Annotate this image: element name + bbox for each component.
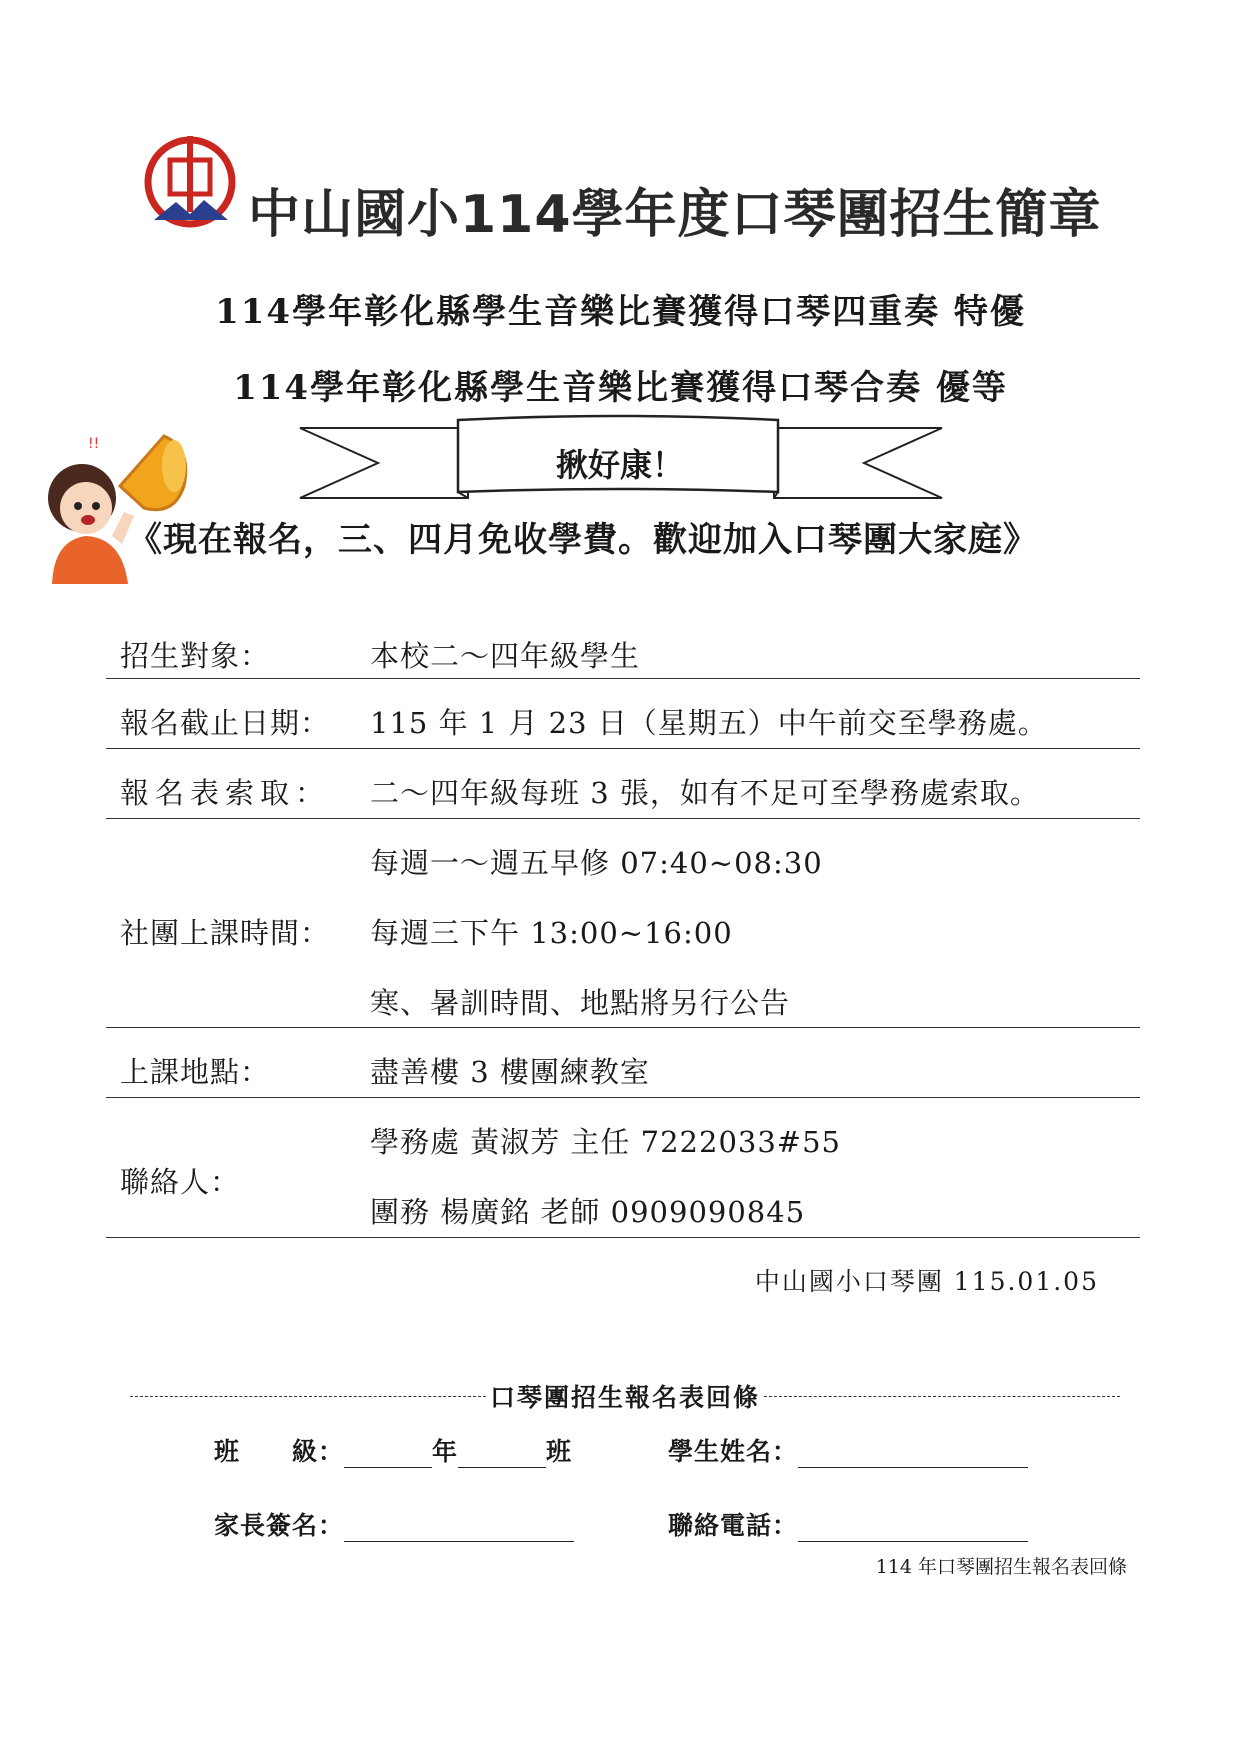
target-label: 招生對象： <box>120 639 271 673</box>
form-label: 報名表索取： <box>120 776 331 810</box>
award-line-2: 114學年彰化縣學生音樂比賽獲得口琴合奏 優等 <box>233 368 1008 408</box>
dashed-line <box>764 1396 1120 1397</box>
location-label: 上課地點： <box>120 1055 271 1089</box>
info-row-location <box>106 1028 1140 1098</box>
schedule-label: 社團上課時間： <box>120 916 331 950</box>
class-field <box>214 1432 572 1468</box>
schedule-line-3: 寒、暑訓時間、地點將另行公告 <box>370 986 791 1020</box>
dashed-line <box>130 1396 486 1397</box>
location-value: 盡善樓 3 樓團練教室 <box>370 1055 650 1089</box>
parent-sign-label: 家長簽名： <box>214 1511 345 1540</box>
deadline-label: 報名截止日期： <box>120 706 331 740</box>
phone-label: 聯絡電話： <box>668 1511 799 1540</box>
reply-slip-title: 口琴團招生報名表回條 <box>490 1383 761 1412</box>
class-input-blank[interactable] <box>458 1439 546 1468</box>
phone-blank[interactable] <box>798 1513 1028 1542</box>
reply-slip-footer: 114 年口琴團招生報名表回條 <box>875 1556 1127 1578</box>
parent-sign-field <box>214 1506 574 1542</box>
deadline-value: 115 年 1 月 23 日（星期五）中午前交至學務處。 <box>370 706 1048 740</box>
class-label: 班 級： <box>214 1437 345 1466</box>
contact-label: 聯絡人： <box>120 1165 241 1199</box>
contact-line-2: 團務 楊廣銘 老師 0909090845 <box>370 1195 806 1229</box>
cut-line <box>130 1378 1120 1414</box>
schedule-line-2: 每週三下午 13:00~16:00 <box>370 916 733 950</box>
student-name-field <box>668 1432 1028 1468</box>
schedule-line-1: 每週一～週五早修 07:40~08:30 <box>370 846 823 880</box>
grade-input-blank[interactable] <box>344 1439 432 1468</box>
phone-field <box>668 1506 1028 1542</box>
info-row-target <box>106 620 1140 679</box>
info-row-deadline <box>106 679 1140 749</box>
grade-unit: 年 <box>432 1437 459 1466</box>
svg-text:!!: !! <box>88 436 100 452</box>
page-title: 中山國小114學年度口琴團招生簡章 <box>248 185 1102 245</box>
enrollment-info-table <box>106 620 1140 1238</box>
student-name-label: 學生姓名： <box>668 1437 799 1466</box>
ribbon-text: 揪好康！ <box>555 446 684 484</box>
school-emblem-icon <box>140 130 250 234</box>
class-unit: 班 <box>546 1437 573 1466</box>
award-line-1: 114學年彰化縣學生音樂比賽獲得口琴四重奏 特優 <box>215 292 1026 332</box>
contact-line-1: 學務處 黃淑芳 主任 7222033#55 <box>370 1125 842 1159</box>
info-row-schedule <box>106 819 1140 1028</box>
info-row-form <box>106 749 1140 819</box>
info-row-contact <box>106 1098 1140 1238</box>
parent-sign-blank[interactable] <box>344 1513 574 1542</box>
issuer-signature: 中山國小口琴團 115.01.05 <box>754 1267 1099 1296</box>
student-name-blank[interactable] <box>798 1439 1028 1468</box>
form-value: 二～四年級每班 3 張，如有不足可至學務處索取。 <box>370 776 1040 810</box>
enrollment-slogan: 《現在報名，三、四月免收學費。歡迎加入口琴團大家庭》 <box>128 520 1038 560</box>
target-value: 本校二～四年級學生 <box>370 639 641 673</box>
